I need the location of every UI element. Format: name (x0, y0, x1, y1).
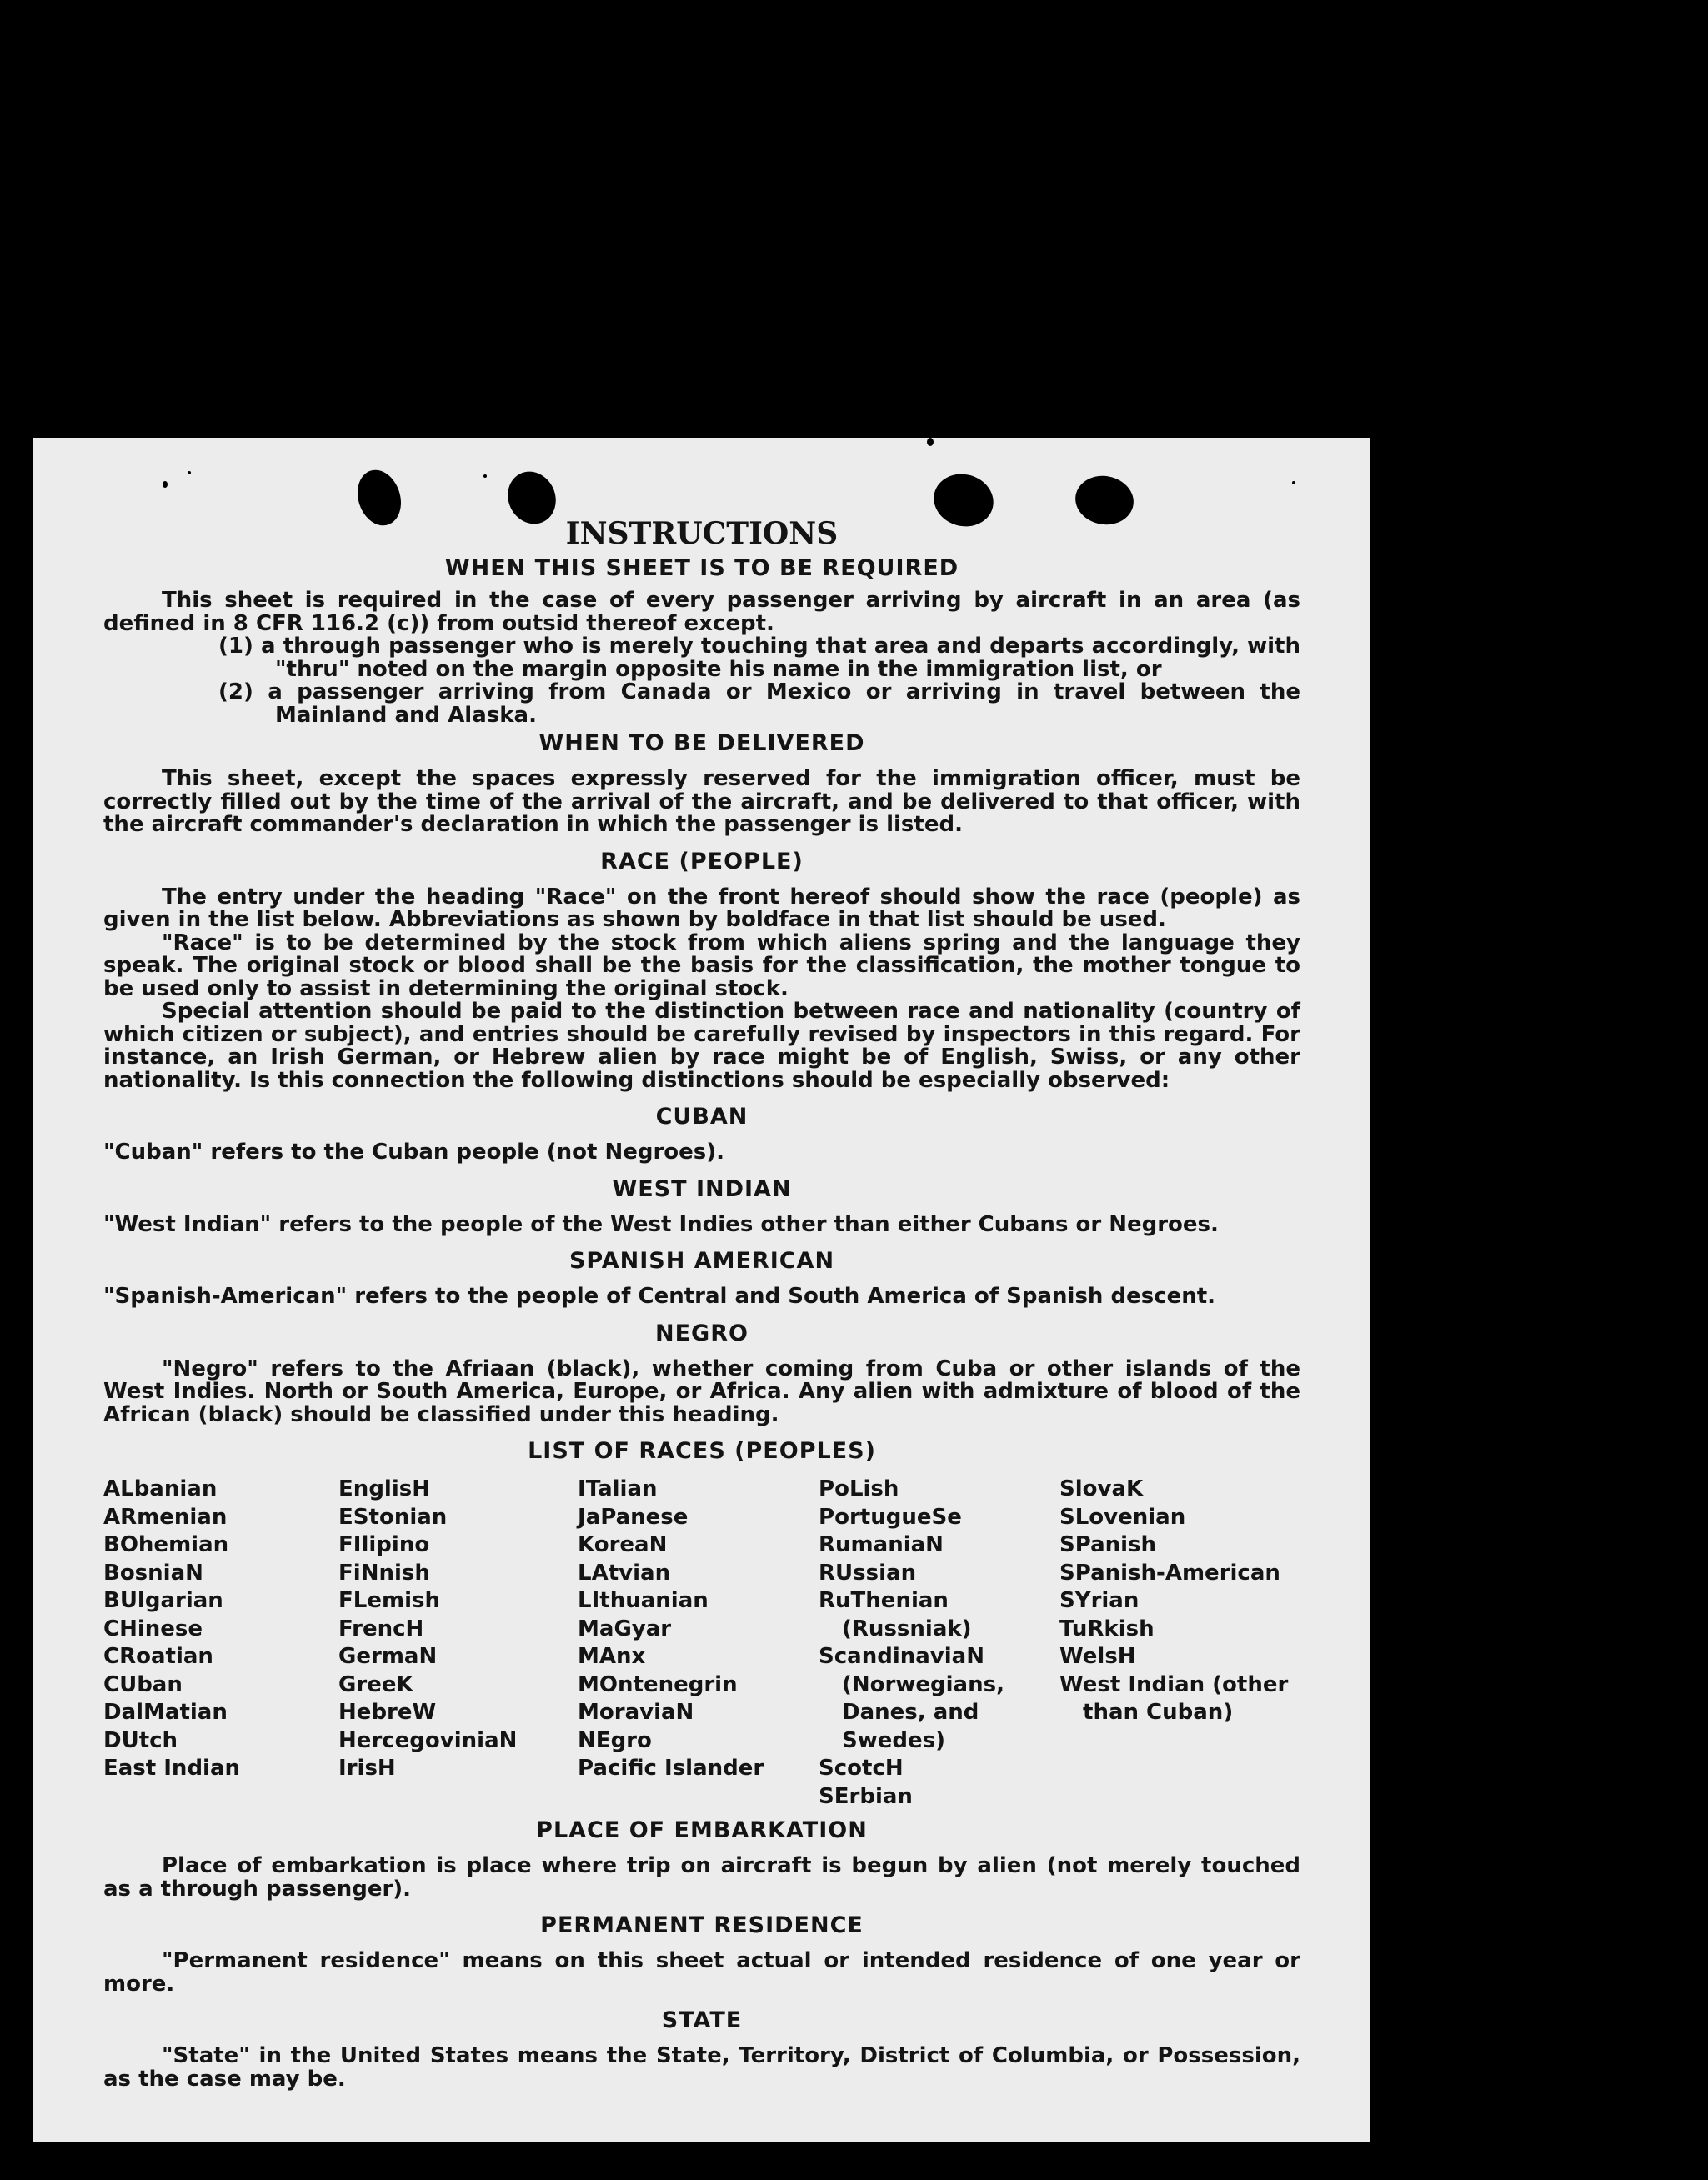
spanish-american-paragraph: "Spanish-American" refers to the people of Central and South America of Spanish descent. (103, 1284, 1216, 1309)
race-list-item: EStonian (338, 1504, 448, 1530)
race-list-item: FrencH (338, 1616, 424, 1641)
speck (927, 438, 934, 446)
race-list-item: Pacific Islander (578, 1756, 764, 1781)
race-list-item: FiNnish (338, 1560, 430, 1586)
race-paragraph-3: Special attention should be paid to the distinction between race and nationality (country of which citizen or subject), and entries should be carefully revised by inspectors in this regard. For instance, an Irish German, or Hebrew alien by race might be of English, Swiss, or any other nationality. Is this connection the following distinctions should be especially observed: (103, 999, 1300, 1093)
residence-paragraph: "Permanent residence" means on this sheet actual or intended residence of one year or more. (103, 1948, 1300, 1997)
races-column-1 (103, 1476, 338, 1811)
race-list-item: CHinese (103, 1616, 203, 1641)
race-paragraph-2: "Race" is to be determined by the stock from which aliens spring and the language they speak. The original stock or blood shall be the basis for the classification, the mother tongue to be used only to assist in determining the original stock. (103, 930, 1300, 1001)
race-list-item: RumaniaN (819, 1532, 944, 1557)
race-list-item: GermaN (338, 1644, 438, 1669)
race-list-item: EnglisH (338, 1476, 430, 1501)
race-list-item: MOntenegrin (578, 1671, 738, 1697)
race-list-item: ScandinaviaN (Norwegians, Danes, and Swedes) (819, 1644, 1004, 1753)
race-list-item: BUlgarian (103, 1588, 223, 1613)
document-page (33, 438, 1370, 2142)
race-list-item: MaGyar (578, 1616, 672, 1641)
race-list-item: LAtvian (578, 1560, 671, 1586)
races-column-2 (338, 1476, 578, 1811)
section-heading-list-of-races: LIST OF RACES (PEOPLES) (528, 1438, 876, 1464)
instructions-content (103, 517, 1300, 2091)
race-list-item: ARmenian (103, 1504, 228, 1530)
race-list-item: CUban (103, 1671, 183, 1697)
race-list-item: BOhemian (103, 1532, 229, 1557)
cuban-paragraph: "Cuban" refers to the Cuban people (not Negroes). (103, 1140, 725, 1165)
race-list-item: HercegoviniaN (338, 1727, 518, 1753)
race-list-item: East Indian (103, 1756, 241, 1781)
race-list-item: CRoatian (103, 1644, 213, 1669)
section-heading-required: WHEN THIS SHEET IS TO BE REQUIRED (444, 555, 959, 581)
race-list-item: WelsH (1059, 1644, 1136, 1669)
race-list-item: SErbian (819, 1783, 913, 1809)
section-heading-delivered: WHEN TO BE DELIVERED (538, 730, 865, 756)
required-item-1: (1) a through passenger who is merely touching that area and departs accordingly, with "thru" noted on the margin opposite his name in the immigration list, or (218, 634, 1300, 682)
section-heading-state: STATE (661, 2007, 743, 2033)
race-list-item: RUssian (819, 1560, 917, 1586)
required-item-2: (2) a passenger arriving from Canada or Mexico or arriving in travel between the Mainland and Alaska. (218, 679, 1300, 728)
section-heading-spanish-american: SPANISH AMERICAN (568, 1248, 835, 1274)
section-heading-residence: PERMANENT RESIDENCE (540, 1912, 864, 1938)
races-list (103, 1476, 1300, 1811)
race-list-item: BosniaN (103, 1560, 203, 1586)
race-list-item: SLovenian (1059, 1504, 1186, 1530)
race-list-item: TuRkish (1059, 1616, 1155, 1641)
speck (483, 474, 487, 478)
race-list-item: DUtch (103, 1727, 178, 1753)
race-paragraph-1: The entry under the heading "Race" on the front hereof should show the race (people) as given in the list below. Abbreviations as shown by boldface in that list should be used. (103, 884, 1300, 932)
race-list-item: ITalian (578, 1476, 658, 1501)
race-list-item: SPanish-American (1059, 1560, 1280, 1586)
race-list-item: ALbanian (103, 1476, 218, 1501)
race-list-item: FLemish (338, 1588, 440, 1613)
race-list-item: MAnx (578, 1644, 646, 1669)
delivered-paragraph: This sheet, except the spaces expressly reserved for the immigration officer, must be correctly filled out by the time of the arrival of the aircraft, and be delivered to that officer, with the aircraft commander's declaration in which the passenger is listed. (103, 766, 1300, 837)
race-list-item: West Indian (other than Cuban) (1059, 1671, 1289, 1725)
race-list-item: SPanish (1059, 1532, 1157, 1557)
section-heading-west-indian: WEST INDIAN (612, 1175, 792, 1202)
embarkation-paragraph: Place of embarkation is place where trip on aircraft is begun by alien (not merely touched as a through passenger). (103, 1853, 1300, 1902)
race-list-item: JaPanese (578, 1504, 689, 1530)
race-list-item: LIthuanian (578, 1588, 709, 1613)
races-column-4 (819, 1476, 1059, 1811)
page-title: INSTRUCTIONS (565, 516, 839, 551)
section-heading-negro: NEGRO (655, 1320, 749, 1346)
race-list-item: PortugueSe (819, 1504, 962, 1530)
races-column-5 (1059, 1476, 1300, 1811)
races-column-3 (578, 1476, 819, 1811)
negro-paragraph: "Negro" refers to the Afriaan (black), whether coming from Cuba or other islands of the West Indies. North or South America, Europe, or Africa. Any alien with admixture of blood of the African (black) should be classified under this heading. (103, 1356, 1300, 1427)
race-list-item: IrisH (338, 1756, 396, 1781)
race-list-item: NEgro (578, 1727, 652, 1753)
race-list-item: ScotcH (819, 1756, 904, 1781)
race-list-item: SYrian (1059, 1588, 1140, 1613)
race-list-item: PoLish (819, 1476, 899, 1501)
speck (163, 481, 168, 488)
speck (1292, 481, 1295, 484)
speck (188, 471, 191, 474)
race-list-item: HebreW (338, 1700, 437, 1725)
section-heading-embarkation: PLACE OF EMBARKATION (536, 1817, 868, 1843)
west-indian-paragraph: "West Indian" refers to the people of the West Indies other than either Cubans or Negroes. (103, 1211, 1219, 1237)
race-list-item: MoraviaN (578, 1700, 694, 1725)
section-heading-race: RACE (PEOPLE) (600, 848, 804, 875)
race-list-item: DalMatian (103, 1700, 228, 1725)
race-list-item: GreeK (338, 1671, 413, 1697)
state-paragraph: "State" in the United States means the State, Territory, District of Columbia, or Possession, as the case may be. (103, 2043, 1300, 2092)
race-list-item: RuThenian (Russniak) (819, 1588, 972, 1641)
race-list-item: SlovaK (1059, 1476, 1144, 1501)
required-paragraph: This sheet is required in the case of every passenger arriving by aircraft in an area (as defined in 8 CFR 116.2 (c)) from outsid thereof except. (103, 588, 1300, 636)
race-list-item: FIlipino (338, 1532, 430, 1557)
race-list-item: KoreaN (578, 1532, 668, 1557)
section-heading-cuban: CUBAN (655, 1104, 749, 1130)
